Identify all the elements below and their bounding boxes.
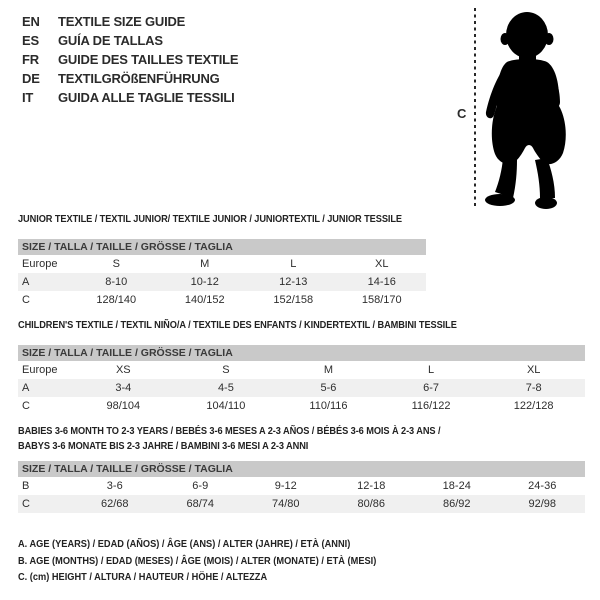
height-cell: 80/86 bbox=[357, 498, 386, 510]
age-cell: 8-10 bbox=[105, 276, 128, 288]
height-cell: 98/104 bbox=[106, 400, 141, 412]
size-cell: M bbox=[200, 258, 210, 270]
height-measure-figure bbox=[455, 8, 585, 212]
row-label: C bbox=[22, 400, 30, 412]
size-cell: L bbox=[290, 258, 297, 270]
language-row-de bbox=[22, 69, 238, 88]
table-row-age bbox=[18, 379, 585, 397]
row-label: Europe bbox=[22, 364, 58, 376]
months-cell: 3-6 bbox=[106, 480, 123, 492]
legend-footnotes bbox=[18, 536, 425, 586]
height-cell: 110/116 bbox=[309, 400, 348, 412]
height-cell: 86/92 bbox=[442, 498, 471, 510]
months-cell: 18-24 bbox=[442, 480, 471, 492]
months-cell: 6-9 bbox=[192, 480, 209, 492]
language-title: GUIDE DES TAILLES TEXTILE bbox=[58, 52, 239, 67]
row-label: Europe bbox=[22, 258, 58, 270]
junior-size-table bbox=[18, 239, 426, 309]
language-title: GUÍA DE TALLAS bbox=[58, 33, 163, 48]
height-cell: 152/158 bbox=[273, 294, 314, 306]
language-code: FR bbox=[22, 52, 39, 67]
toddler-silhouette-icon bbox=[483, 8, 581, 210]
language-row-es bbox=[22, 31, 238, 50]
age-cell: 6-7 bbox=[423, 382, 440, 394]
height-cell: 92/98 bbox=[528, 498, 557, 510]
size-cell: XS bbox=[115, 364, 131, 376]
table-row-europe bbox=[18, 361, 585, 379]
age-cell: 12-13 bbox=[279, 276, 308, 288]
junior-section-title: JUNIOR TEXTILE / TEXTIL JUNIOR/ TEXTILE JUNIOR / JUNIORTEXTIL / JUNIOR TESSILE bbox=[18, 213, 403, 225]
size-cell: XL bbox=[526, 364, 541, 376]
footnote-a: A. AGE (YEARS) / EDAD (AÑOS) / ÂGE (ANS) / ALTER (JAHRE) / ETÀ (ANNI) bbox=[18, 538, 351, 550]
months-cell: 24-36 bbox=[528, 480, 557, 492]
size-cell: XL bbox=[375, 258, 389, 270]
height-cell: 74/80 bbox=[271, 498, 300, 510]
language-title: TEXTILGRÖßENFÜHRUNG bbox=[58, 71, 220, 86]
height-cell: 68/74 bbox=[186, 498, 215, 510]
row-label: A bbox=[22, 276, 30, 288]
age-cell: 4-5 bbox=[217, 382, 234, 394]
height-cell: 158/170 bbox=[361, 294, 402, 306]
size-header-band: SIZE / TALLA / TAILLE / GRÖSSE / TAGLIA bbox=[18, 461, 585, 477]
language-row-it bbox=[22, 88, 238, 107]
babies-section-titles bbox=[18, 424, 585, 454]
language-title: TEXTILE SIZE GUIDE bbox=[58, 14, 186, 29]
junior-textile-section bbox=[18, 213, 426, 309]
size-header-band: SIZE / TALLA / TAILLE / GRÖSSE / TAGLIA bbox=[18, 239, 426, 255]
height-cell: 62/68 bbox=[100, 498, 129, 510]
height-measure-label: C bbox=[457, 106, 467, 121]
age-cell: 14-16 bbox=[367, 276, 396, 288]
language-guide-header bbox=[22, 12, 238, 107]
size-cell: S bbox=[222, 364, 230, 376]
table-row-months bbox=[18, 477, 585, 495]
table-row-height bbox=[18, 495, 585, 513]
children-size-table bbox=[18, 345, 585, 415]
babies-textile-section bbox=[18, 424, 585, 513]
babies-section-title-line2: BABYS 3-6 MONATE BIS 2-3 JAHRE / BAMBINI 3-6 MESI A 2-3 ANNI bbox=[18, 440, 309, 452]
table-row-height bbox=[18, 397, 585, 415]
language-row-fr bbox=[22, 50, 238, 69]
size-cell: L bbox=[428, 364, 435, 376]
height-cell: 140/152 bbox=[184, 294, 225, 306]
height-dashed-line bbox=[474, 8, 476, 208]
language-row-en bbox=[22, 12, 238, 31]
age-cell: 3-4 bbox=[115, 382, 132, 394]
language-code: IT bbox=[22, 90, 34, 105]
height-cell: 116/122 bbox=[411, 400, 451, 412]
row-label: B bbox=[22, 480, 30, 492]
language-code: ES bbox=[22, 33, 39, 48]
footnote-b: B. AGE (MONTHS) / EDAD (MESES) / ÂGE (MOIS) / ALTER (MONATE) / ETÀ (MESI) bbox=[18, 554, 377, 567]
row-label: C bbox=[22, 294, 30, 306]
age-cell: 7-8 bbox=[525, 382, 542, 394]
row-label: C bbox=[22, 498, 30, 510]
language-title: GUIDA ALLE TAGLIE TESSILI bbox=[58, 90, 235, 105]
size-cell: M bbox=[323, 364, 334, 376]
size-cell: S bbox=[112, 258, 120, 270]
babies-size-table bbox=[18, 461, 585, 513]
age-cell: 5-6 bbox=[320, 382, 337, 394]
row-label: A bbox=[22, 382, 30, 394]
height-cell: 128/140 bbox=[96, 294, 137, 306]
language-code: EN bbox=[22, 14, 40, 29]
table-row-europe bbox=[18, 255, 426, 273]
months-cell: 9-12 bbox=[274, 480, 297, 492]
language-code: DE bbox=[22, 71, 40, 86]
height-cell: 104/110 bbox=[206, 400, 246, 412]
babies-section-title-line1: BABIES 3-6 MONTH TO 2-3 YEARS / BEBÉS 3-6 MESES A 2-3 AÑOS / BÉBÉS 3-6 MOIS À 2-3 ANS / bbox=[18, 425, 441, 437]
table-row-age bbox=[18, 273, 426, 291]
months-cell: 12-18 bbox=[357, 480, 386, 492]
size-header-band: SIZE / TALLA / TAILLE / GRÖSSE / TAGLIA bbox=[18, 345, 585, 361]
table-row-height bbox=[18, 291, 426, 309]
height-cell: 122/128 bbox=[513, 400, 554, 412]
footnote-c: C. (cm) HEIGHT / ALTURA / HAUTEUR / HÖHE / ALTEZZA bbox=[18, 571, 268, 583]
children-section-title: CHILDREN'S TEXTILE / TEXTIL NIÑO/A / TEXTILE DES ENFANTS / KINDERTEXTIL / BAMBINI TESSILE bbox=[18, 319, 457, 331]
age-cell: 10-12 bbox=[190, 276, 219, 288]
children-textile-section bbox=[18, 319, 585, 415]
